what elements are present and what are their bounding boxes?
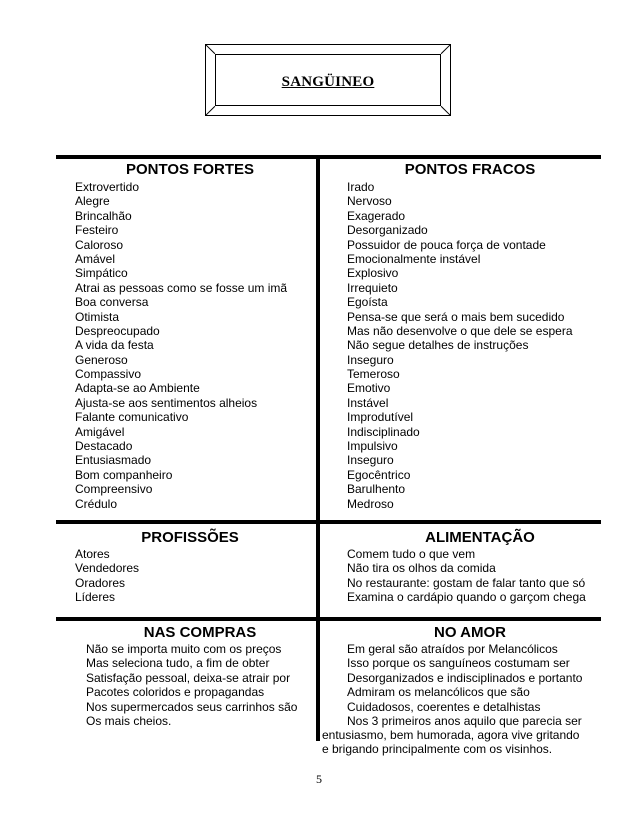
ponto-forte-item: Entusiasmado — [75, 453, 152, 468]
ponto-fraco-item: Irado — [347, 180, 375, 194]
ponto-forte-item: Brincalhão — [75, 208, 132, 223]
ponto-fraco-item: Exagerado — [347, 208, 406, 223]
compras-list — [86, 642, 297, 728]
ponto-fraco-item: Improdutível — [347, 410, 414, 425]
alimentacao-list — [347, 547, 586, 605]
ponto-fraco-item: Explosivo — [347, 266, 399, 281]
ponto-fraco-item: Desorganizado — [347, 223, 428, 238]
ponto-forte-item: Bom companheiro — [75, 467, 173, 482]
pontos-fracos-header: PONTOS FRACOS — [404, 161, 536, 178]
ponto-forte-item: Extrovertido — [75, 180, 140, 194]
alimentacao-item: No restaurante: gostam de falar tanto que só — [347, 575, 586, 590]
ponto-fraco-item: Não segue detalhes de instruções — [347, 338, 529, 353]
compras-item: Pacotes coloridos e propagandas — [86, 685, 265, 700]
ponto-fraco-item: Pensa-se que será o mais bem sucedido — [347, 309, 565, 324]
ponto-forte-item: Despreocupado — [75, 323, 160, 338]
center-divider — [316, 159, 320, 741]
alimentacao-item: Não tira os olhos da comida — [347, 561, 496, 576]
ponto-fraco-item: Indisciplinado — [347, 424, 420, 439]
amor-continuation-line: entusiasmo, bem humorada, agora vive gritando — [322, 728, 580, 742]
profissao-item: Atores — [75, 547, 110, 561]
amor-item: Em geral são atraídos por Melancólicos — [347, 642, 558, 656]
amor-item: Isso porque os sanguíneos costumam ser — [347, 656, 570, 671]
ponto-fraco-item: Impulsivo — [347, 439, 398, 454]
compras-header: NAS COMPRAS — [143, 624, 257, 641]
ponto-forte-item: Otimista — [75, 309, 120, 324]
amor-item: Desorganizados e indisciplinados e portanto — [347, 670, 583, 685]
ponto-fraco-item: Mas não desenvolve o que dele se espera — [347, 323, 573, 338]
ponto-fraco-item: Inseguro — [347, 352, 394, 367]
ponto-fraco-item: Medroso — [347, 496, 394, 511]
profissoes-header: PROFISSÕES — [141, 529, 239, 546]
compras-item: Nos supermercados seus carrinhos são — [86, 699, 298, 714]
alimentacao-header: ALIMENTAÇÃO — [425, 529, 535, 546]
ponto-fraco-item: Irrequieto — [347, 280, 398, 295]
ponto-fraco-item: Possuidor de pouca força de vontade — [347, 237, 546, 252]
amor-item: Nos 3 primeiros anos aquilo que parecia ser — [347, 713, 582, 728]
pontos-fortes-list — [75, 180, 287, 511]
ponto-fraco-item: Egocêntrico — [347, 467, 411, 482]
ponto-fraco-item: Nervoso — [347, 194, 392, 209]
profissoes-list — [75, 547, 139, 605]
amor-list — [347, 642, 582, 728]
alimentacao-item: Comem tudo o que vem — [347, 547, 476, 561]
ponto-forte-item: Destacado — [75, 439, 133, 454]
ponto-forte-item: Caloroso — [75, 237, 124, 252]
amor-continuation — [322, 728, 579, 757]
ponto-fraco-item: Egoísta — [347, 295, 388, 310]
title-box — [205, 44, 451, 116]
pontos-fracos-list — [347, 180, 573, 511]
compras-item: Os mais cheios. — [86, 713, 172, 728]
top-rule — [56, 155, 601, 159]
profissao-item: Vendedores — [75, 561, 140, 576]
alimentacao-item: Examina o cardápio quando o garçom chega — [347, 590, 586, 605]
amor-item: Cuidadosos, coerentes e detalhistas — [347, 699, 541, 714]
ponto-fraco-item: Emotivo — [347, 381, 391, 396]
ponto-fraco-item: Barulhento — [347, 482, 406, 497]
ponto-forte-item: Ajusta-se aos sentimentos alheios — [75, 395, 258, 410]
ponto-fraco-item: Emocionalmente instável — [347, 251, 481, 266]
middle-rule — [56, 520, 601, 524]
pontos-fortes-header: PONTOS FORTES — [125, 161, 255, 178]
compras-item: Satisfação pessoal, deixa-se atrair por — [86, 670, 291, 685]
ponto-forte-item: Compassivo — [75, 367, 142, 382]
amor-continuation-line: e brigando principalmente com os visinhos. — [322, 742, 553, 757]
ponto-forte-item: Crédulo — [75, 496, 118, 511]
ponto-forte-item: Atrai as pessoas como se fosse um imã — [75, 280, 288, 295]
ponto-forte-item: Festeiro — [75, 223, 119, 238]
ponto-forte-item: Amigável — [75, 424, 125, 439]
page-title: SANGÜINEO — [281, 73, 375, 90]
ponto-forte-item: Adapta-se ao Ambiente — [75, 381, 200, 396]
ponto-forte-item: Generoso — [75, 352, 128, 367]
amor-item: Admiram os melancólicos que são — [347, 685, 530, 700]
profissao-item: Oradores — [75, 575, 126, 590]
compras-item: Mas seleciona tudo, a fim de obter — [86, 656, 270, 671]
compras-item: Não se importa muito com os preços — [86, 642, 282, 656]
profissao-item: Líderes — [75, 590, 116, 605]
ponto-forte-item: Amável — [75, 251, 116, 266]
page-number: 5 — [316, 772, 322, 786]
ponto-fraco-item: Temeroso — [347, 367, 400, 382]
ponto-forte-item: Compreensivo — [75, 482, 153, 497]
ponto-fraco-item: Instável — [347, 395, 389, 410]
lower-rule — [56, 617, 601, 621]
ponto-forte-item: Falante comunicativo — [75, 410, 189, 425]
ponto-forte-item: Boa conversa — [75, 295, 149, 310]
ponto-forte-item: Alegre — [75, 194, 110, 209]
ponto-fraco-item: Inseguro — [347, 453, 394, 468]
ponto-forte-item: A vida da festa — [75, 338, 154, 353]
ponto-forte-item: Simpático — [75, 266, 128, 281]
amor-header: NO AMOR — [434, 624, 506, 641]
